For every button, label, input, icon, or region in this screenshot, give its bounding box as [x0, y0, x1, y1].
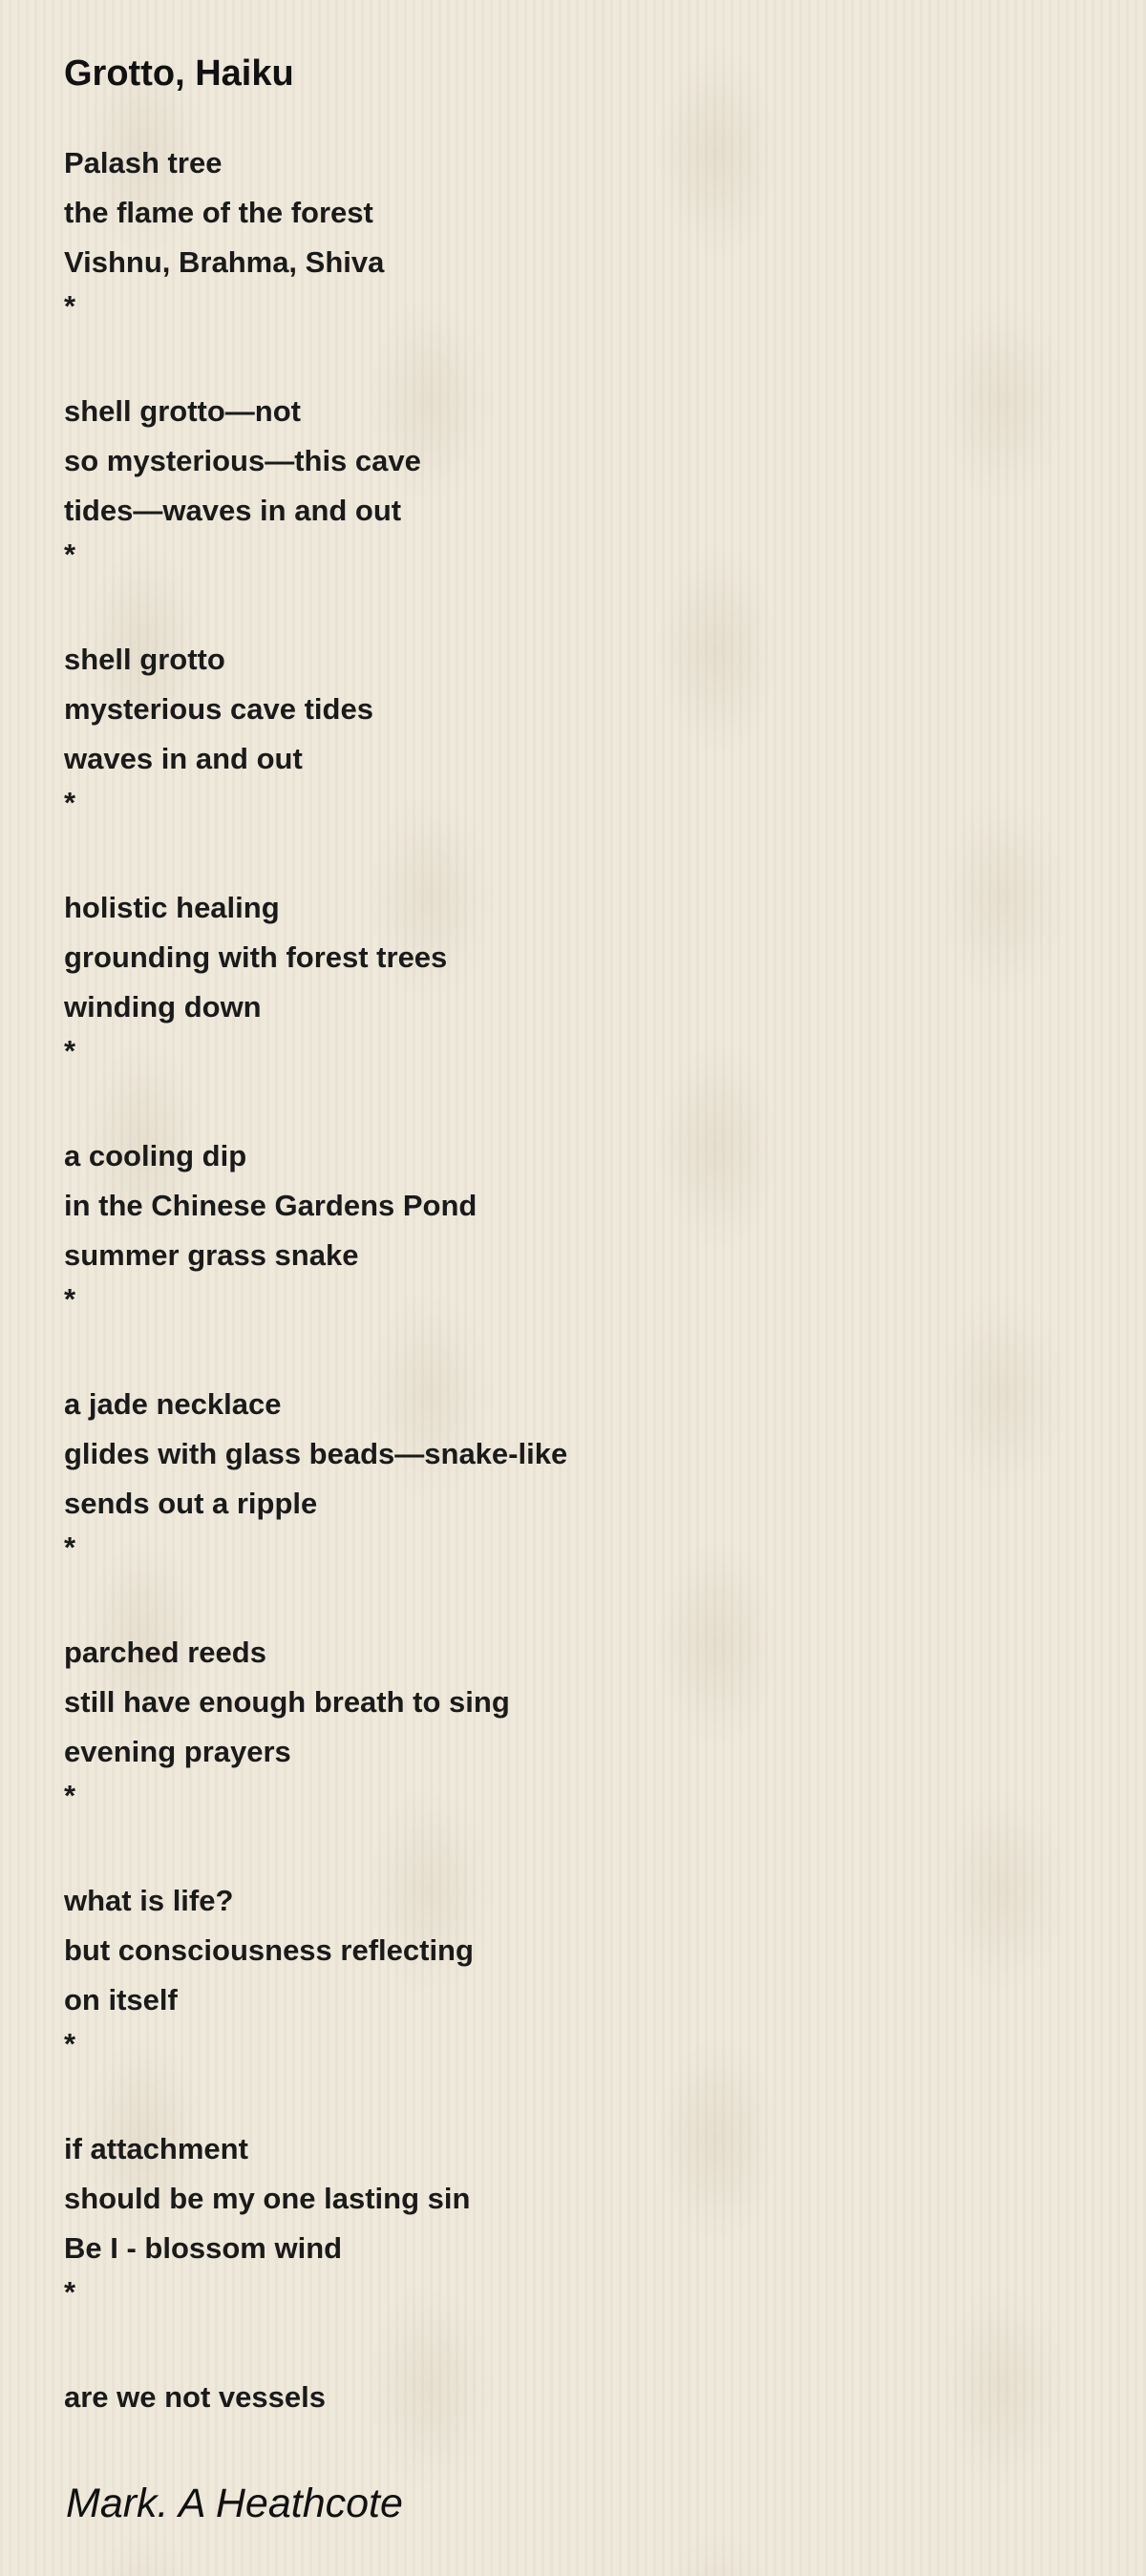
stanza-gap [64, 1082, 1095, 1131]
poem-stanza [64, 1380, 1095, 1628]
stanza-gap [64, 2075, 1095, 2124]
poem-line: sends out a ripple [64, 1487, 318, 1520]
poem-stanza [64, 138, 1095, 387]
stanza-separator: * [64, 2027, 76, 2060]
poem-line: holistic healing [64, 891, 280, 924]
poem-stanza [64, 2124, 1095, 2373]
poem-container [64, 48, 1095, 2422]
poem-line: if attachment [64, 2132, 248, 2165]
poem-body [64, 138, 1095, 2422]
stanza-separator: * [64, 1531, 76, 1564]
poem-line: what is life? [64, 1884, 234, 1917]
poem-line: parched reeds [64, 1636, 266, 1669]
poem-line: winding down [64, 990, 262, 1024]
stanza-separator: * [64, 289, 76, 323]
poem-line: summer grass snake [64, 1238, 359, 1272]
stanza-separator: * [64, 1282, 76, 1316]
poem-stanza [64, 883, 1095, 1131]
poem-line: waves in and out [64, 742, 303, 775]
poem-line: a cooling dip [64, 1139, 247, 1172]
poem-line: evening prayers [64, 1735, 291, 1768]
poem-line: on itself [64, 1983, 178, 2016]
stanza-separator: * [64, 1034, 76, 1067]
poem-stanza [64, 635, 1095, 883]
poem-stanza [64, 1628, 1095, 1876]
stanza-separator: * [64, 538, 76, 571]
poem-line: Vishnu, Brahma, Shiva [64, 245, 385, 279]
poem-line: shell grotto [64, 643, 225, 676]
poem-title: Grotto, Haiku [64, 53, 294, 94]
stanza-gap [64, 2323, 1095, 2373]
stanza-gap [64, 834, 1095, 883]
poem-line: grounding with forest trees [64, 940, 448, 974]
stanza-separator: * [64, 786, 76, 819]
poem-line: a jade necklace [64, 1387, 282, 1421]
poem-line: mysterious cave tides [64, 692, 373, 726]
poem-line: in the Chinese Gardens Pond [64, 1189, 478, 1222]
stanza-gap [64, 1330, 1095, 1380]
poem-author: Mark. A Heathcote [66, 2481, 403, 2526]
poem-stanza [64, 387, 1095, 635]
poem-line: are we not vessels [64, 2380, 326, 2414]
poem-line: tides—waves in and out [64, 494, 402, 527]
poem-line: the flame of the forest [64, 196, 373, 229]
poem-stanza [64, 1876, 1095, 2124]
poem-line: so mysterious—this cave [64, 444, 421, 477]
poem-line: Palash tree [64, 146, 223, 179]
stanza-gap [64, 585, 1095, 635]
poem-line: shell grotto—not [64, 394, 301, 428]
poem-stanza [64, 2373, 1095, 2422]
poem-line: glides with glass beads—snake-like [64, 1437, 568, 1470]
stanza-separator: * [64, 1779, 76, 1812]
stanza-gap [64, 1578, 1095, 1628]
poem-line: should be my one lasting sin [64, 2182, 471, 2215]
poem-stanza [64, 1131, 1095, 1380]
stanza-separator: * [64, 2275, 76, 2309]
poem-line: Be I - blossom wind [64, 2231, 343, 2265]
stanza-gap [64, 1826, 1095, 1876]
stanza-gap [64, 337, 1095, 387]
poem-line: but consciousness reflecting [64, 1933, 474, 1967]
poem-line: still have enough breath to sing [64, 1685, 510, 1719]
